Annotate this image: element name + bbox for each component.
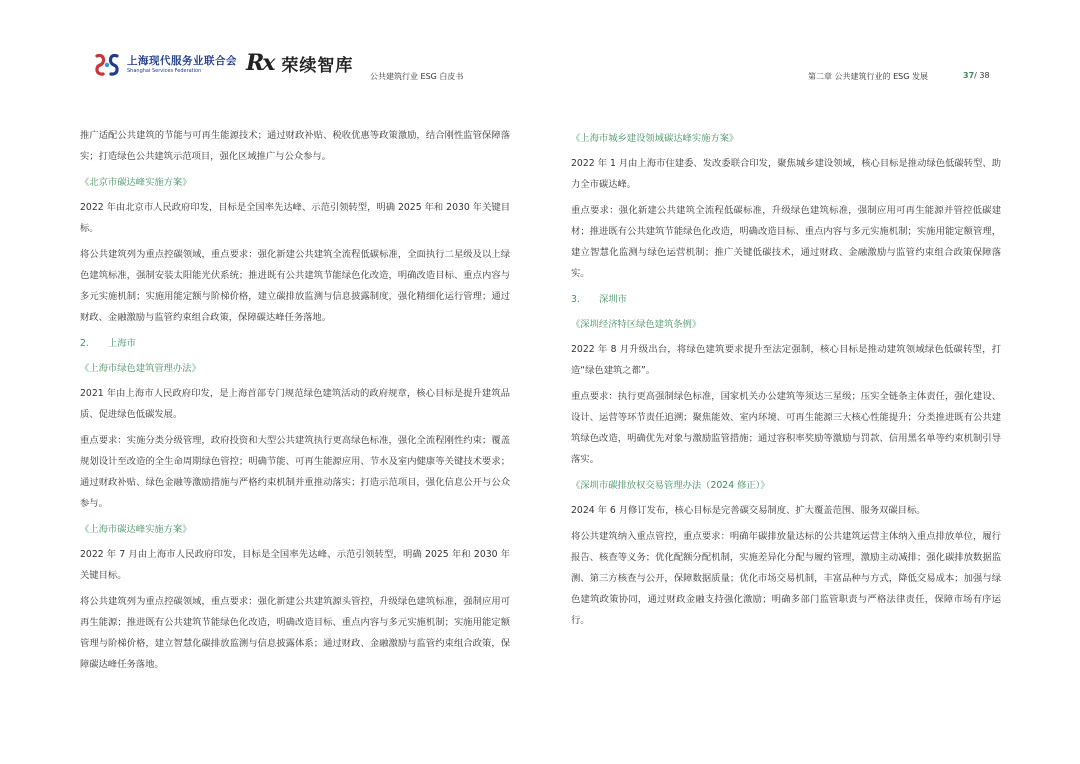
page-number [963,71,990,80]
ssf-logo-mark-icon [93,52,121,78]
section-number: 2. [80,338,89,349]
paragraph: 2022 年 7 月由上海市人民政府印发，目标是全国率先达峰、示范引领转型，明确 2025 年和 2030 年关键目标。 [80,549,510,581]
section-heading-shenzhen [571,289,1001,310]
paragraph: 2022 年 8 月升级出台，将绿色建筑要求提升至法定强制，核心目标是推动建筑领域绿色低碳转型，打造“绿色建筑之都”。 [571,344,1001,376]
paragraph: 2024 年 6 月修订发布，核心目标是完善碳交易制度、扩大覆盖范围、服务双碳目标。 [571,505,926,516]
policy-heading-shanghai-green-building: 《上海市绿色建筑管理办法》 [80,363,201,374]
policy-heading-shenzhen-green-building: 《深圳经济特区绿色建筑条例》 [571,319,702,330]
page-total: / 38 [974,71,990,80]
paragraph: 2022 年由北京市人民政府印发，目标是全国率先达峰、示范引领转型，明确 2025 年和 2030 年关键目标。 [80,202,510,234]
paragraph: 推广适配公共建筑的节能与可再生能源技术；通过财政补贴、税收优惠等政策激励，结合刚性监管保障落实；打造绿色公共建筑示范项目，强化区域推广与公众参与。 [80,130,510,162]
page-current: 37 [963,71,975,80]
paragraph: 重点要求：实施分类分级管理，政府投资和大型公共建筑执行更高绿色标准，强化全流程刚性约束；覆盖规划设计至改造的全生命周期绿色管控；明确节能、可再生能源应用、节水及室内健康等关键技术要求；通过财政补贴、绿色金融等激励措施与严格约束机制并重推动落实；打造示范项目，强化信息公开与公众参与。 [80,435,510,509]
rx-think-tank-logo [246,50,353,76]
left-column [80,125,510,680]
section-heading-shanghai [80,333,510,354]
ssf-logo-en: Shanghai Services Federation [127,67,202,74]
document-title: 公共建筑行业 ESG 白皮书 [370,72,464,81]
policy-heading-beijing-carbon-peak: 《北京市碳达峰实施方案》 [80,177,192,188]
section-number: 3. [571,294,580,305]
rx-logo-cn: 荣续智库 [281,55,354,76]
paragraph: 2022 年 1 月由上海市住建委、发改委联合印发，聚焦城乡建设领域，核心目标是推动绿色低碳转型、助力全市碳达峰。 [571,158,1001,190]
policy-heading-shanghai-carbon-peak: 《上海市碳达峰实施方案》 [80,524,192,535]
paragraph: 将公共建筑列为重点控碳领域，重点要求：强化新建公共建筑全流程低碳标准，全面执行二星级及以上绿色建筑标准，强制安装太阳能光伏系统；推进既有公共建筑节能绿色化改造，明确改造目标、重点内容与多元实施机制；实施用能定额与阶梯价格，建立碳排放监测与信息披露制度，强化精细化运行管理；通过财政、金融激励与监管约束组合政策，保障碳达峰任务落地。 [80,249,510,323]
paragraph: 将公共建筑列为重点控碳领域，重点要求：强化新建公共建筑源头管控，升级绿色建筑标准，强制应用可再生能源；推进既有公共建筑节能绿色化改造，明确改造目标、重点内容与多元实施机制；实施用能定额管理与阶梯价格，建立智慧化碳排放监测与信息披露体系；通过财政、金融激励与监管约束组合政策，保障碳达峰任务落地。 [80,596,510,670]
ssf-logo-cn: 上海现代服务业联合会 [127,55,237,68]
chapter-title: 第二章 公共建筑行业的 ESG 发展 [808,72,928,81]
policy-heading-shanghai-urban-rural: 《上海市城乡建设领域碳达峰实施方案》 [571,133,739,144]
page-header [0,0,1080,100]
paragraph: 重点要求：强化新建公共建筑全流程低碳标准，升级绿色建筑标准，强制应用可再生能源并管控低碳建材；推进既有公共建筑节能绿色化改造，明确改造目标、重点内容与多元实施机制；实施用能定额管理，建立智慧化监测与绿色运营机制；推广关键低碳技术，通过财政、金融激励与监管约束组合政策保障落实。 [571,205,1001,279]
section-title: 上海市 [108,338,136,349]
section-title: 深圳市 [599,294,627,305]
right-column [571,128,1001,636]
paragraph: 将公共建筑纳入重点管控，重点要求：明确年碳排放量达标的公共建筑运营主体纳入重点排放单位，履行报告、核查等义务；优化配额分配机制，实施差异化分配与履约管理，激励主动减排；强化碳排放数据监测、第三方核查与公开，保障数据质量；优化市场交易机制，丰富品种与方式，降低交易成本；加强与绿色建筑政策协同，通过财政金融支持强化激励；明确多部门监管职责与严格法律责任，保障市场有序运行。 [571,531,1001,626]
paragraph: 重点要求：执行更高强制绿色标准，国家机关办公建筑等须达三星级；压实全链条主体责任，强化建设、设计、运营等环节责任追溯；聚焦能效、室内环境、可再生能源三大核心性能提升；分类推进既有公共建筑绿色改造，明确优先对象与激励监管措施；通过容积率奖励等激励与罚款、信用黑名单等约束机制引导落实。 [571,391,1001,465]
paragraph: 2021 年由上海市人民政府印发，是上海首部专门规范绿色建筑活动的政府规章，核心目标是提升建筑品质、促进绿色低碳发展。 [80,388,510,420]
rx-logo-mark: Rx [246,50,274,76]
ssf-logo [93,52,237,78]
policy-heading-shenzhen-carbon-trading: 《深圳市碳排放权交易管理办法（2024 修正）》 [571,480,770,491]
